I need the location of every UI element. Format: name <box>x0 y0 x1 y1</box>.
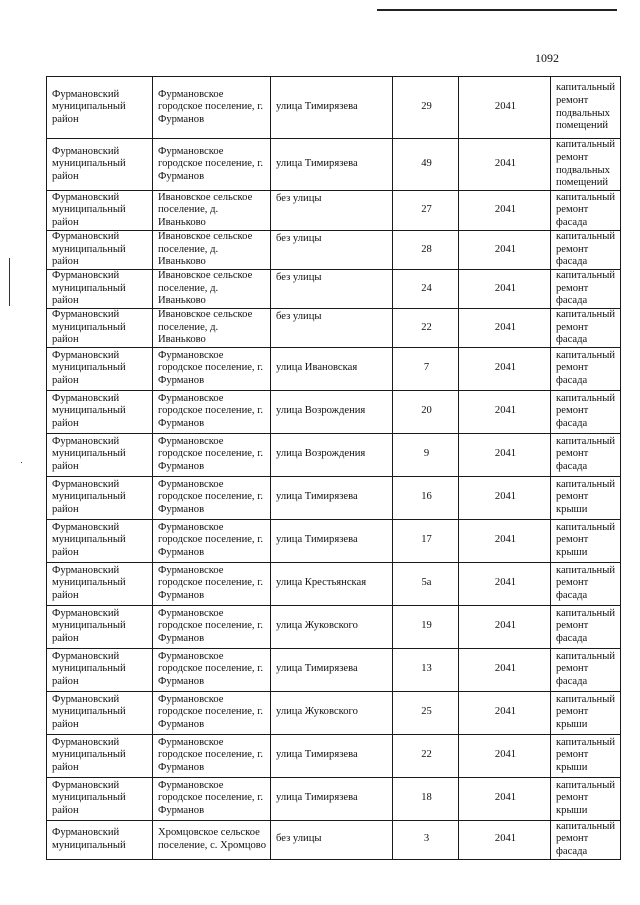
year-cell: 2041 <box>459 270 551 309</box>
street-cell: улица Тимирязева <box>271 777 393 820</box>
street-cell: без улицы <box>271 820 393 859</box>
repair-schedule-table <box>46 76 621 860</box>
year-cell: 2041 <box>459 648 551 691</box>
year-cell: 2041 <box>459 139 551 191</box>
year-cell: 2041 <box>459 476 551 519</box>
year-cell: 2041 <box>459 309 551 348</box>
work-type-cell: капитальный ремонт фасада <box>551 648 621 691</box>
house-number-cell: 49 <box>393 139 459 191</box>
house-number-cell: 20 <box>393 390 459 433</box>
district-cell: Фурмановский муниципальный район <box>47 519 153 562</box>
settlement-cell: Ивановское сельское поселение, д. Иваньково <box>153 270 271 309</box>
district-cell: Фурмановский муниципальный район <box>47 390 153 433</box>
year-cell: 2041 <box>459 390 551 433</box>
district-cell: Фурмановский муниципальный район <box>47 476 153 519</box>
scan-margin-mark <box>9 258 10 306</box>
settlement-cell: Фурмановское городское поселение, г. Фурманов <box>153 347 271 390</box>
settlement-cell: Ивановское сельское поселение, д. Иваньково <box>153 191 271 231</box>
settlement-cell: Хромцовское сельское поселение, с. Хромцово <box>153 820 271 859</box>
table-row <box>47 562 621 605</box>
house-number-cell: 9 <box>393 433 459 476</box>
district-cell: Фурмановский муниципальный район <box>47 309 153 348</box>
settlement-cell: Фурмановское городское поселение, г. Фурманов <box>153 605 271 648</box>
settlement-cell: Фурмановское городское поселение, г. Фурманов <box>153 476 271 519</box>
settlement-cell: Фурмановское городское поселение, г. Фурманов <box>153 77 271 139</box>
house-number-cell: 3 <box>393 820 459 859</box>
house-number-cell: 19 <box>393 605 459 648</box>
year-cell: 2041 <box>459 605 551 648</box>
table-row <box>47 648 621 691</box>
street-cell: улица Крестьянская <box>271 562 393 605</box>
district-cell: Фурмановский муниципальный район <box>47 231 153 270</box>
year-cell: 2041 <box>459 519 551 562</box>
table-row <box>47 476 621 519</box>
year-cell: 2041 <box>459 734 551 777</box>
table-row <box>47 347 621 390</box>
year-cell: 2041 <box>459 347 551 390</box>
settlement-cell: Фурмановское городское поселение, г. Фурманов <box>153 519 271 562</box>
table-row <box>47 270 621 309</box>
table-row <box>47 519 621 562</box>
house-number-cell: 25 <box>393 691 459 734</box>
year-cell: 2041 <box>459 231 551 270</box>
street-cell: улица Тимирязева <box>271 734 393 777</box>
table-row <box>47 309 621 348</box>
year-cell: 2041 <box>459 820 551 859</box>
work-type-cell: капитальный ремонт крыши <box>551 476 621 519</box>
work-type-cell: капитальный ремонт подвальных помещений <box>551 139 621 191</box>
work-type-cell: капитальный ремонт крыши <box>551 519 621 562</box>
house-number-cell: 5а <box>393 562 459 605</box>
page-number: 1092 <box>535 51 559 65</box>
work-type-cell: капитальный ремонт фасада <box>551 605 621 648</box>
year-cell: 2041 <box>459 562 551 605</box>
settlement-cell: Фурмановское городское поселение, г. Фурманов <box>153 433 271 476</box>
table-row <box>47 231 621 270</box>
settlement-cell: Фурмановское городское поселение, г. Фурманов <box>153 390 271 433</box>
district-cell: Фурмановский муниципальный район <box>47 191 153 231</box>
street-cell: улица Жуковского <box>271 605 393 648</box>
settlement-cell: Ивановское сельское поселение, д. Иваньково <box>153 309 271 348</box>
settlement-cell: Фурмановское городское поселение, г. Фурманов <box>153 777 271 820</box>
year-cell: 2041 <box>459 191 551 231</box>
year-cell: 2041 <box>459 777 551 820</box>
table-row <box>47 433 621 476</box>
street-cell: улица Возрождения <box>271 433 393 476</box>
settlement-cell: Фурмановское городское поселение, г. Фурманов <box>153 562 271 605</box>
work-type-cell: капитальный ремонт фасада <box>551 191 621 231</box>
house-number-cell: 16 <box>393 476 459 519</box>
street-cell: улица Ивановская <box>271 347 393 390</box>
house-number-cell: 7 <box>393 347 459 390</box>
year-cell: 2041 <box>459 691 551 734</box>
table-row <box>47 777 621 820</box>
house-number-cell: 28 <box>393 231 459 270</box>
settlement-cell: Фурмановское городское поселение, г. Фурманов <box>153 734 271 777</box>
table-row <box>47 691 621 734</box>
street-cell: без улицы <box>271 270 393 309</box>
year-cell: 2041 <box>459 77 551 139</box>
settlement-cell: Ивановское сельское поселение, д. Иваньково <box>153 231 271 270</box>
district-cell: Фурмановский муниципальный район <box>47 77 153 139</box>
street-cell: без улицы <box>271 231 393 270</box>
table-row <box>47 820 621 859</box>
district-cell: Фурмановский муниципальный район <box>47 648 153 691</box>
street-cell: улица Тимирязева <box>271 519 393 562</box>
work-type-cell: капитальный ремонт фасада <box>551 433 621 476</box>
table-row <box>47 191 621 231</box>
table-row <box>47 390 621 433</box>
district-cell: Фурмановский муниципальный <box>47 820 153 859</box>
street-cell: без улицы <box>271 191 393 231</box>
district-cell: Фурмановский муниципальный район <box>47 605 153 648</box>
work-type-cell: капитальный ремонт фасада <box>551 270 621 309</box>
work-type-cell: капитальный ремонт фасада <box>551 347 621 390</box>
table-row <box>47 605 621 648</box>
table-row <box>47 77 621 139</box>
street-cell: улица Тимирязева <box>271 648 393 691</box>
house-number-cell: 27 <box>393 191 459 231</box>
house-number-cell: 13 <box>393 648 459 691</box>
table-row <box>47 734 621 777</box>
district-cell: Фурмановский муниципальный район <box>47 691 153 734</box>
house-number-cell: 17 <box>393 519 459 562</box>
house-number-cell: 22 <box>393 734 459 777</box>
house-number-cell: 29 <box>393 77 459 139</box>
house-number-cell: 24 <box>393 270 459 309</box>
district-cell: Фурмановский муниципальный район <box>47 777 153 820</box>
table-row <box>47 139 621 191</box>
work-type-cell: капитальный ремонт фасада <box>551 309 621 348</box>
work-type-cell: капитальный ремонт фасада <box>551 390 621 433</box>
settlement-cell: Фурмановское городское поселение, г. Фурманов <box>153 648 271 691</box>
settlement-cell: Фурмановское городское поселение, г. Фурманов <box>153 139 271 191</box>
street-cell: улица Тимирязева <box>271 476 393 519</box>
year-cell: 2041 <box>459 433 551 476</box>
work-type-cell: капитальный ремонт крыши <box>551 777 621 820</box>
street-cell: улица Возрождения <box>271 390 393 433</box>
work-type-cell: капитальный ремонт подвальных помещений <box>551 77 621 139</box>
street-cell: улица Тимирязева <box>271 139 393 191</box>
street-cell: улица Жуковского <box>271 691 393 734</box>
work-type-cell: капитальный ремонт фасада <box>551 562 621 605</box>
district-cell: Фурмановский муниципальный район <box>47 562 153 605</box>
street-cell: улица Тимирязева <box>271 77 393 139</box>
work-type-cell: капитальный ремонт крыши <box>551 691 621 734</box>
district-cell: Фурмановский муниципальный район <box>47 433 153 476</box>
work-type-cell: капитальный ремонт крыши <box>551 734 621 777</box>
work-type-cell: капитальный ремонт фасада <box>551 231 621 270</box>
house-number-cell: 18 <box>393 777 459 820</box>
scan-margin-mark <box>21 462 22 463</box>
work-type-cell: капитальный ремонт фасада <box>551 820 621 859</box>
district-cell: Фурмановский муниципальный район <box>47 270 153 309</box>
settlement-cell: Фурмановское городское поселение, г. Фурманов <box>153 691 271 734</box>
district-cell: Фурмановский муниципальный район <box>47 734 153 777</box>
house-number-cell: 22 <box>393 309 459 348</box>
district-cell: Фурмановский муниципальный район <box>47 139 153 191</box>
district-cell: Фурмановский муниципальный район <box>47 347 153 390</box>
top-rule <box>377 9 617 11</box>
street-cell: без улицы <box>271 309 393 348</box>
